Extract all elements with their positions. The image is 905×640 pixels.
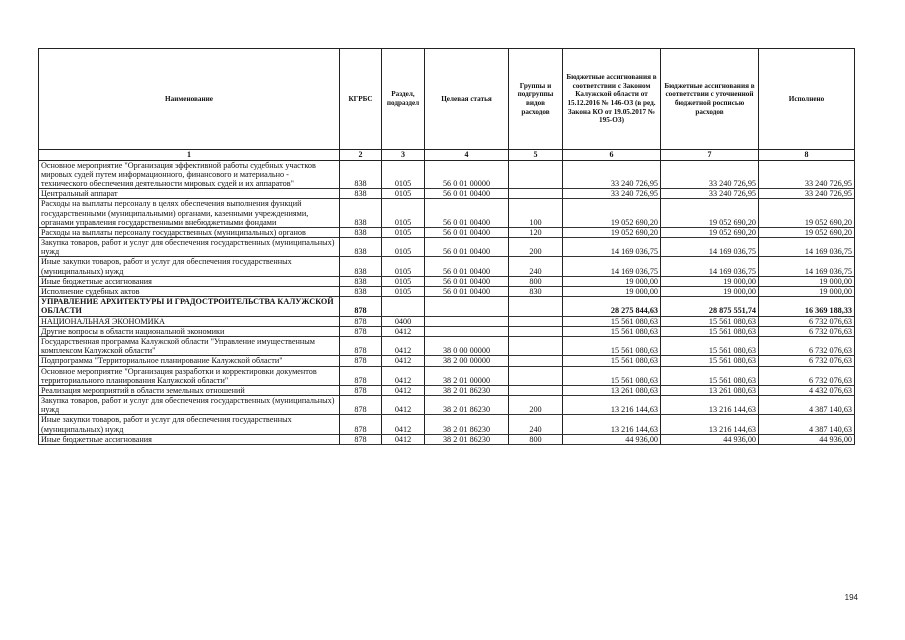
row-target-article-cell: 56 0 01 00000 [425,160,509,189]
row-section-cell: 0105 [382,189,425,199]
row-target-article-cell: 38 2 01 86230 [425,434,509,444]
row-target-article-cell: 38 2 01 00000 [425,366,509,385]
page-number: 194 [844,593,858,602]
row-name-cell: Основное мероприятие "Организация разработки и корректировки документов территориального планирования Калужской области" [39,366,340,385]
row-expense-type-cell [509,366,563,385]
col-number: 5 [509,150,563,161]
row-schedule-allocation-cell: 14 169 036,75 [661,238,759,257]
row-name-cell: Расходы на выплаты персоналу государственных (муниципальных) органов [39,227,340,237]
table-row [39,356,855,366]
row-section-cell: 0412 [382,356,425,366]
row-law-allocation-cell: 15 561 080,63 [563,326,661,336]
row-law-allocation-cell: 19 000,00 [563,276,661,286]
row-section-cell: 0105 [382,257,425,276]
column-number-row [39,150,855,161]
row-executed-cell: 6 732 076,63 [759,366,855,385]
row-executed-cell: 14 169 036,75 [759,257,855,276]
row-kgrbs-cell: 878 [340,356,382,366]
row-expense-type-cell [509,297,563,316]
row-section-cell: 0105 [382,199,425,228]
row-executed-cell: 16 369 188,33 [759,297,855,316]
row-kgrbs-cell: 878 [340,385,382,395]
col-header-schedule-allocations: Бюджетные ассигнования в соответствии с уточненной бюджетной росписью расходов [661,49,759,150]
row-expense-type-cell: 200 [509,238,563,257]
row-section-cell: 0412 [382,336,425,355]
row-kgrbs-cell: 838 [340,199,382,228]
row-target-article-cell: 56 0 01 00400 [425,257,509,276]
col-header-executed: Исполнено [759,49,855,150]
row-executed-cell: 33 240 726,95 [759,189,855,199]
row-target-article-cell [425,326,509,336]
row-executed-cell: 14 169 036,75 [759,238,855,257]
row-executed-cell: 19 052 690,20 [759,227,855,237]
row-name-cell: Закупка товаров, работ и услуг для обеспечения государственных (муниципальных) нужд [39,396,340,415]
col-header-expense-type: Группы и подгруппы видов расходов [509,49,563,150]
row-expense-type-cell: 120 [509,227,563,237]
table-body [39,160,855,444]
row-kgrbs-cell: 878 [340,336,382,355]
row-schedule-allocation-cell: 33 240 726,95 [661,160,759,189]
row-kgrbs-cell: 878 [340,297,382,316]
col-number: 8 [759,150,855,161]
row-name-cell: Государственная программа Калужской области "Управление имущественным комплексом Калужской области" [39,336,340,355]
row-law-allocation-cell: 19 052 690,20 [563,199,661,228]
row-schedule-allocation-cell: 13 261 080,63 [661,385,759,395]
row-law-allocation-cell: 13 216 144,63 [563,396,661,415]
row-expense-type-cell [509,316,563,326]
col-header-section: Раздел, подраздел [382,49,425,150]
row-target-article-cell: 56 0 01 00400 [425,227,509,237]
row-section-cell: 0412 [382,366,425,385]
row-executed-cell: 4 387 140,63 [759,415,855,434]
row-name-cell: Иные бюджетные ассигнования [39,434,340,444]
row-section-cell: 0105 [382,238,425,257]
row-target-article-cell [425,297,509,316]
col-number: 3 [382,150,425,161]
table-row [39,396,855,415]
row-executed-cell: 6 732 076,63 [759,356,855,366]
row-executed-cell: 19 052 690,20 [759,199,855,228]
row-kgrbs-cell: 878 [340,366,382,385]
row-executed-cell: 19 000,00 [759,276,855,286]
row-section-cell: 0105 [382,276,425,286]
col-number: 2 [340,150,382,161]
row-kgrbs-cell: 838 [340,287,382,297]
row-law-allocation-cell: 19 052 690,20 [563,227,661,237]
row-schedule-allocation-cell: 15 561 080,63 [661,316,759,326]
table-row [39,257,855,276]
budget-table-sheet [38,48,854,445]
row-law-allocation-cell: 44 936,00 [563,434,661,444]
row-schedule-allocation-cell: 15 561 080,63 [661,326,759,336]
row-schedule-allocation-cell: 15 561 080,63 [661,336,759,355]
row-name-cell: Основное мероприятие "Организация эффективной работы судебных участков мировых судей путем информационного, финансового и материально - технического обеспечения деятельности мировых судей и их аппаратов" [39,160,340,189]
row-name-cell: Реализация мероприятий в области земельных отношений [39,385,340,395]
row-section-cell: 0412 [382,326,425,336]
row-section-cell: 0412 [382,415,425,434]
row-executed-cell: 6 732 076,63 [759,336,855,355]
row-target-article-cell: 56 0 01 00400 [425,287,509,297]
row-executed-cell: 4 432 076,63 [759,385,855,395]
row-name-cell: Исполнение судебных актов [39,287,340,297]
col-header-name: Наименование [39,49,340,150]
row-section-cell: 0412 [382,434,425,444]
row-kgrbs-cell: 878 [340,326,382,336]
budget-table [38,48,855,445]
col-number: 1 [39,150,340,161]
row-target-article-cell: 38 2 01 86230 [425,385,509,395]
row-expense-type-cell [509,356,563,366]
table-row [39,287,855,297]
table-row [39,316,855,326]
row-kgrbs-cell: 878 [340,396,382,415]
row-law-allocation-cell: 19 000,00 [563,287,661,297]
row-law-allocation-cell: 15 561 080,63 [563,366,661,385]
row-executed-cell: 6 732 076,63 [759,326,855,336]
row-law-allocation-cell: 15 561 080,63 [563,336,661,355]
col-header-law-allocations: Бюджетные ассигнования в соответствии с Законом Калужской области от 15.12.2016 № 146-ОЗ (в ред. Закона КО от 19.05.2017 № 195-ОЗ) [563,49,661,150]
table-row [39,297,855,316]
row-schedule-allocation-cell: 33 240 726,95 [661,189,759,199]
row-kgrbs-cell: 878 [340,316,382,326]
row-target-article-cell: 56 0 01 00400 [425,199,509,228]
col-header-target-article: Целевая статья [425,49,509,150]
row-expense-type-cell: 800 [509,276,563,286]
row-expense-type-cell [509,385,563,395]
row-expense-type-cell: 800 [509,434,563,444]
row-schedule-allocation-cell: 19 052 690,20 [661,227,759,237]
row-schedule-allocation-cell: 19 052 690,20 [661,199,759,228]
row-name-cell: Подпрограмма "Территориальное планирование Калужской области" [39,356,340,366]
row-expense-type-cell [509,336,563,355]
col-number: 7 [661,150,759,161]
row-schedule-allocation-cell: 19 000,00 [661,287,759,297]
row-expense-type-cell: 200 [509,396,563,415]
row-law-allocation-cell: 33 240 726,95 [563,189,661,199]
row-kgrbs-cell: 838 [340,227,382,237]
row-schedule-allocation-cell: 44 936,00 [661,434,759,444]
table-row [39,336,855,355]
row-expense-type-cell: 240 [509,257,563,276]
row-section-cell: 0412 [382,396,425,415]
row-name-cell: УПРАВЛЕНИЕ АРХИТЕКТУРЫ И ГРАДОСТРОИТЕЛЬСТВА КАЛУЖСКОЙ ОБЛАСТИ [39,297,340,316]
row-law-allocation-cell: 13 216 144,63 [563,415,661,434]
row-expense-type-cell: 100 [509,199,563,228]
row-section-cell: 0412 [382,385,425,395]
row-target-article-cell: 38 2 01 86230 [425,415,509,434]
row-kgrbs-cell: 838 [340,276,382,286]
row-law-allocation-cell: 28 275 844,63 [563,297,661,316]
table-row [39,366,855,385]
row-law-allocation-cell: 13 261 080,63 [563,385,661,395]
row-law-allocation-cell: 33 240 726,95 [563,160,661,189]
row-expense-type-cell [509,326,563,336]
row-target-article-cell [425,316,509,326]
table-row [39,276,855,286]
row-name-cell: Центральный аппарат [39,189,340,199]
header-row [39,49,855,150]
row-target-article-cell: 56 0 01 00400 [425,276,509,286]
table-row [39,238,855,257]
row-schedule-allocation-cell: 28 875 551,74 [661,297,759,316]
row-expense-type-cell: 240 [509,415,563,434]
row-name-cell: Другие вопросы в области национальной экономики [39,326,340,336]
row-executed-cell: 44 936,00 [759,434,855,444]
table-row [39,199,855,228]
row-section-cell: 0105 [382,227,425,237]
row-target-article-cell: 38 2 00 00000 [425,356,509,366]
row-schedule-allocation-cell: 19 000,00 [661,276,759,286]
row-section-cell: 0105 [382,160,425,189]
row-target-article-cell: 56 0 01 00400 [425,189,509,199]
row-law-allocation-cell: 15 561 080,63 [563,356,661,366]
row-executed-cell: 6 732 076,63 [759,316,855,326]
row-target-article-cell: 38 2 01 86230 [425,396,509,415]
row-kgrbs-cell: 838 [340,238,382,257]
row-kgrbs-cell: 838 [340,160,382,189]
row-expense-type-cell: 830 [509,287,563,297]
row-kgrbs-cell: 838 [340,189,382,199]
row-expense-type-cell [509,160,563,189]
row-target-article-cell: 56 0 01 00400 [425,238,509,257]
row-schedule-allocation-cell: 15 561 080,63 [661,366,759,385]
row-name-cell: Закупка товаров, работ и услуг для обеспечения государственных (муниципальных) нужд [39,238,340,257]
row-name-cell: Иные закупки товаров, работ и услуг для обеспечения государственных (муниципальных) нужд [39,415,340,434]
row-law-allocation-cell: 14 169 036,75 [563,238,661,257]
row-schedule-allocation-cell: 13 216 144,63 [661,415,759,434]
row-schedule-allocation-cell: 14 169 036,75 [661,257,759,276]
table-row [39,434,855,444]
row-law-allocation-cell: 15 561 080,63 [563,316,661,326]
row-section-cell: 0105 [382,287,425,297]
row-name-cell: Иные закупки товаров, работ и услуг для обеспечения государственных (муниципальных) нужд [39,257,340,276]
table-row [39,227,855,237]
table-row [39,189,855,199]
table-row [39,385,855,395]
row-section-cell: 0400 [382,316,425,326]
row-executed-cell: 33 240 726,95 [759,160,855,189]
row-executed-cell: 4 387 140,63 [759,396,855,415]
col-number: 4 [425,150,509,161]
row-schedule-allocation-cell: 15 561 080,63 [661,356,759,366]
row-name-cell: Расходы на выплаты персоналу в целях обеспечения выполнения функций государственными (муниципальными) органами, казенными учреждениями, органами управления государственными внебюджетными фондами [39,199,340,228]
table-row [39,160,855,189]
row-section-cell [382,297,425,316]
row-schedule-allocation-cell: 13 216 144,63 [661,396,759,415]
row-target-article-cell: 38 0 00 00000 [425,336,509,355]
row-kgrbs-cell: 878 [340,415,382,434]
col-header-kgrbs: КГРБС [340,49,382,150]
col-number: 6 [563,150,661,161]
row-kgrbs-cell: 838 [340,257,382,276]
table-row [39,326,855,336]
row-law-allocation-cell: 14 169 036,75 [563,257,661,276]
row-kgrbs-cell: 878 [340,434,382,444]
table-row [39,415,855,434]
row-expense-type-cell [509,189,563,199]
row-executed-cell: 19 000,00 [759,287,855,297]
row-name-cell: Иные бюджетные ассигнования [39,276,340,286]
row-name-cell: НАЦИОНАЛЬНАЯ ЭКОНОМИКА [39,316,340,326]
